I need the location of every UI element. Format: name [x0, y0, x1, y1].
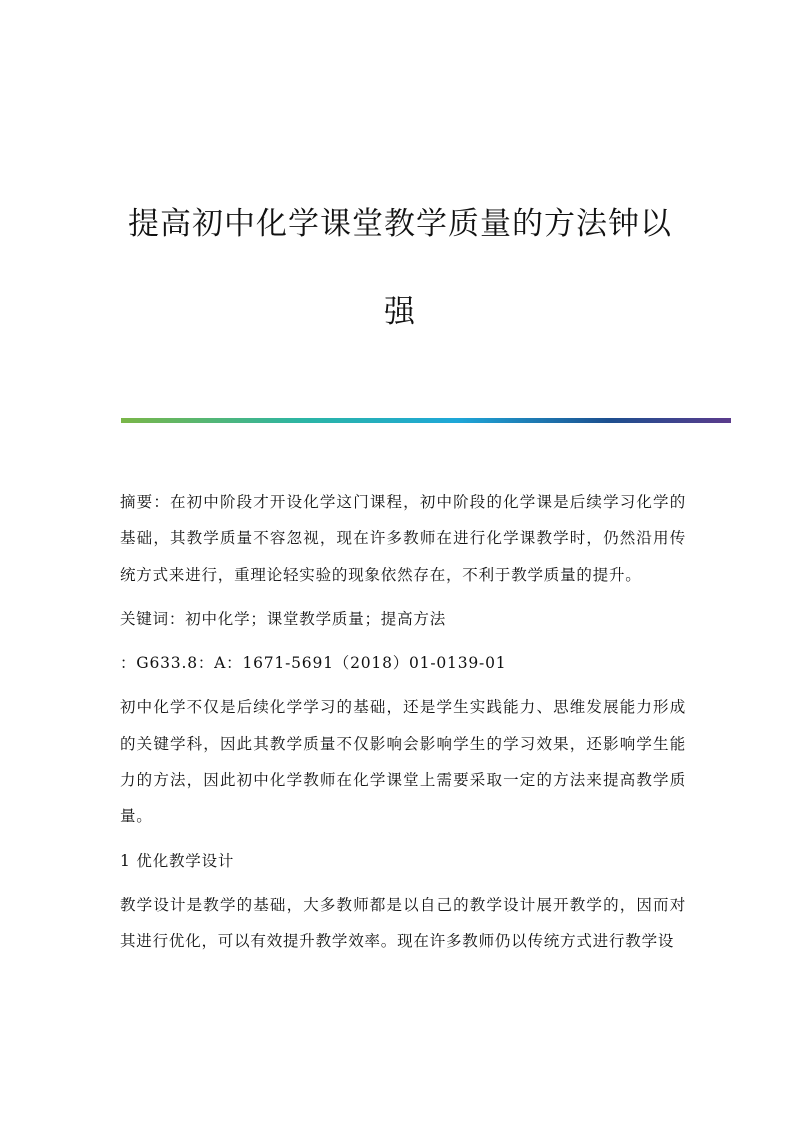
- document-title: [90, 180, 710, 356]
- section-heading: 1 优化教学设计: [120, 851, 235, 870]
- intro-paragraph: 初中化学不仅是后续化学学习的基础，还是学生实践能力、思维发展能力形成的关键学科，因此其教学质量不仅影响会影响学生的学习效果，还影响学生能力的方法，因此初中化学教师在化学课堂上需要采取一定的方法来提高教学质量。: [120, 698, 686, 826]
- classification-line: ：G633.8：A：1671-5691（2018）01-0139-01: [120, 654, 507, 673]
- document-body: [120, 484, 686, 968]
- keywords-line: 关键词：初中化学；课堂教学质量；提高方法: [120, 609, 447, 628]
- abstract-paragraph: 摘要：在初中阶段才开设化学这门课程，初中阶段的化学课是后续学习化学的基础，其教学质量不容忽视，现在许多教师在进行化学课教学时，仍然沿用传统方式来进行，重理论轻实验的现象依然存在，不利于教学质量的提升。: [120, 493, 686, 584]
- title-line-1: 提高初中化学课堂教学质量的方法钟以: [128, 206, 672, 242]
- title-divider: [121, 418, 731, 423]
- section-paragraph: 教学设计是教学的基础，大多教师都是以自己的教学设计展开教学的，因而对其进行优化，可以有效提升教学效率。现在许多教师仍以传统方式进行教学设: [120, 895, 686, 951]
- title-line-2: 强: [384, 294, 416, 330]
